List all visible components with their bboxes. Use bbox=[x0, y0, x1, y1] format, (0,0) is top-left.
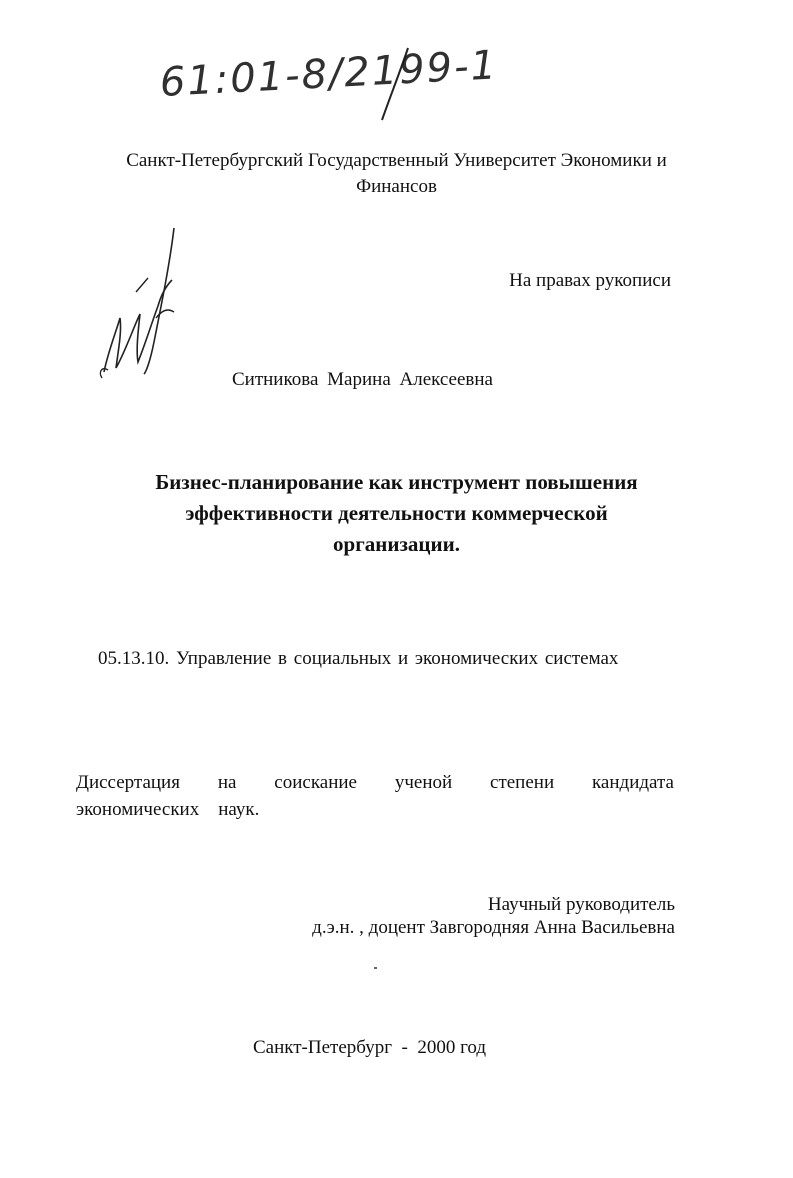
supervisor-person: д.э.н. , доцент Завгородняя Анна Васильевна bbox=[312, 917, 675, 938]
dissertation-statement bbox=[76, 769, 674, 823]
university-line-2: Финансов bbox=[356, 176, 437, 197]
specialty-code: 05.13.10. Управление в социальных и экономических системах bbox=[98, 648, 619, 669]
supervisor-role: Научный руководитель bbox=[487, 894, 675, 915]
statement-word: ученой bbox=[394, 772, 453, 793]
statement-word: кандидата bbox=[591, 772, 674, 793]
statement-word: Диссертация bbox=[76, 772, 180, 793]
handwritten-archive-code bbox=[150, 42, 570, 132]
archive-code-text: 61:01-8/2199-1 bbox=[158, 42, 500, 106]
university-name bbox=[60, 148, 733, 200]
statement-word: соискание bbox=[274, 772, 357, 793]
university-line-1: Санкт-Петербургский Государственный Университет Экономики и bbox=[126, 150, 667, 171]
dissertation-title bbox=[60, 467, 733, 560]
title-line-2: эффективности деятельности коммерческой bbox=[185, 501, 608, 525]
manuscript-rights-label: На правах рукописи bbox=[509, 270, 671, 291]
city-year: Санкт-Петербург - 2000 год bbox=[253, 1037, 487, 1058]
statement-word: степени bbox=[490, 772, 555, 793]
statement-line-1 bbox=[76, 769, 674, 796]
signature-icon bbox=[96, 222, 196, 397]
title-line-1: Бизнес-планирование как инструмент повышения bbox=[155, 470, 638, 494]
scan-speck bbox=[374, 967, 377, 969]
title-line-3: организации. bbox=[333, 532, 460, 556]
author-name: Ситникова Марина Алексеевна bbox=[232, 369, 493, 390]
statement-line-2: экономических наук. bbox=[76, 799, 260, 820]
statement-word: на bbox=[217, 772, 237, 793]
